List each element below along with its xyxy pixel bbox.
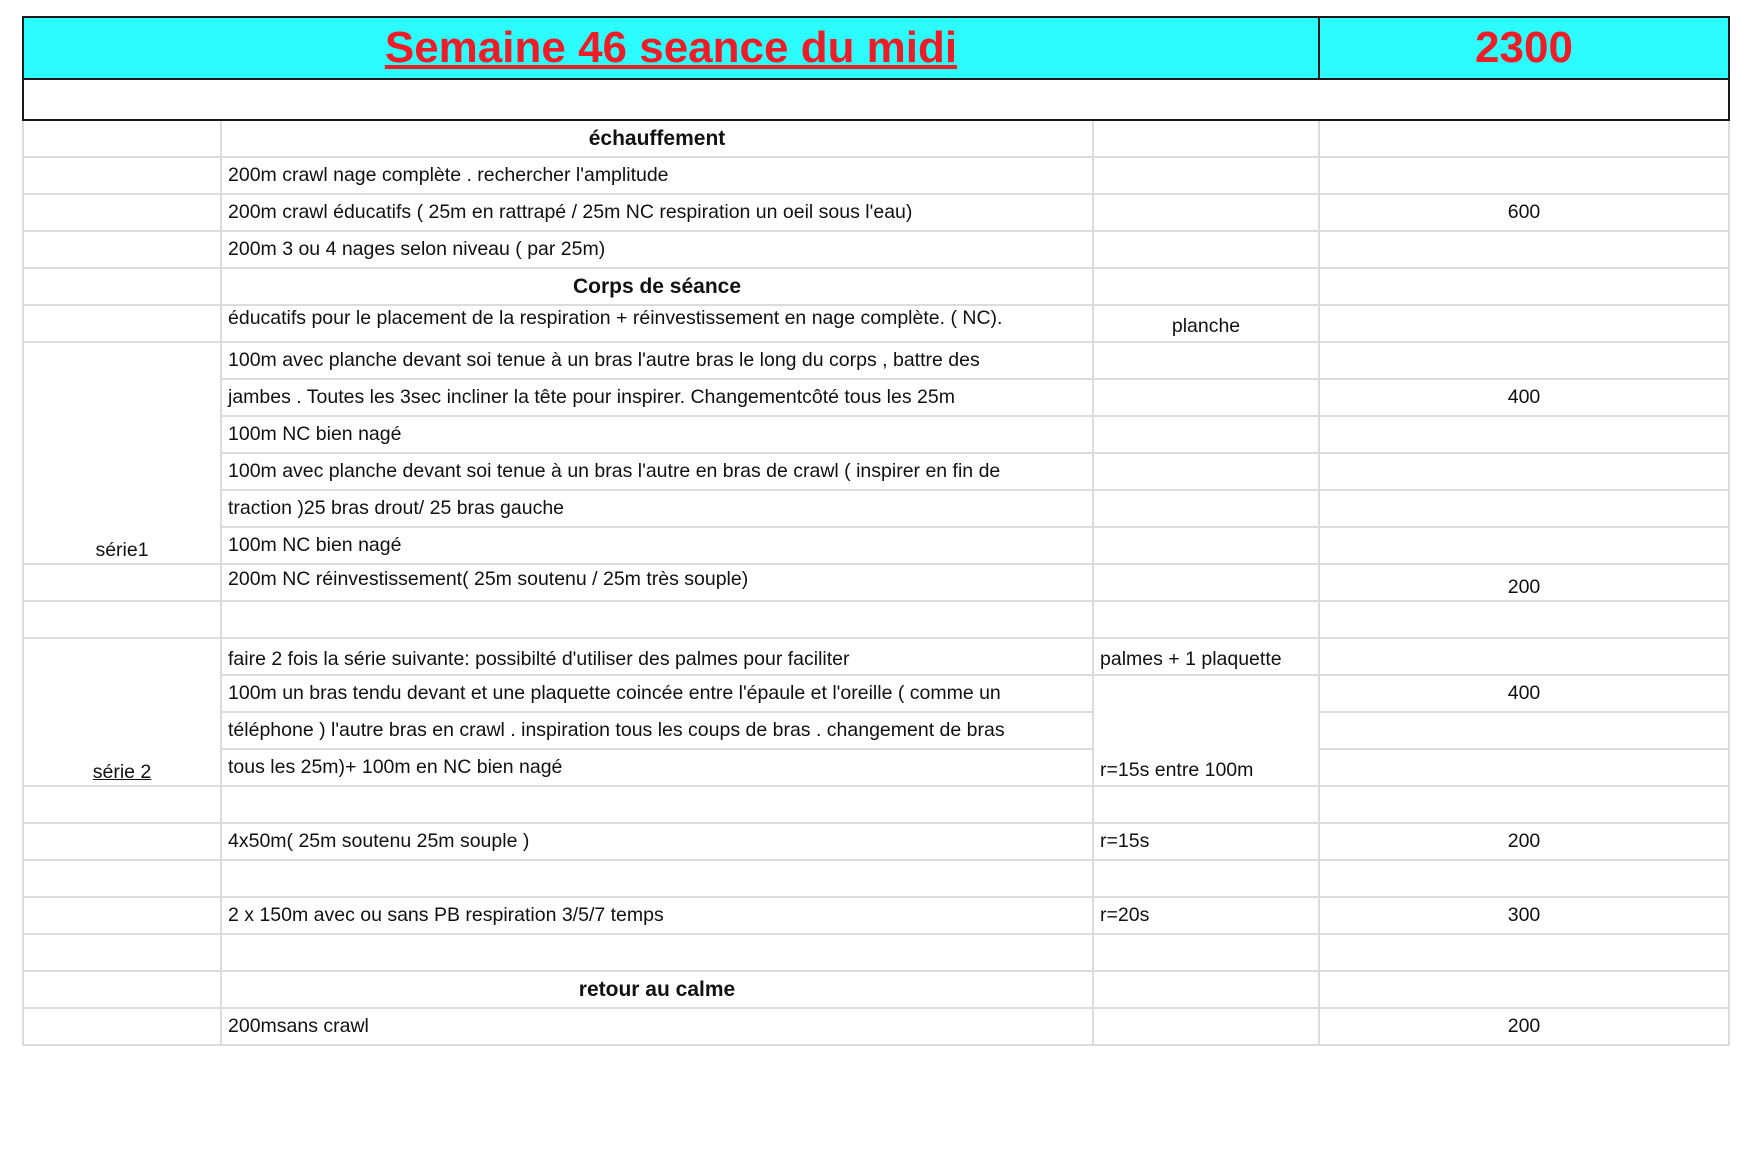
cell[interactable] — [23, 231, 221, 268]
exercise-cell[interactable]: 4x50m( 25m soutenu 25m souple ) — [221, 823, 1093, 860]
section-heading-echauffement[interactable]: échauffement — [221, 120, 1093, 157]
table-row — [23, 268, 1729, 305]
cell[interactable] — [1319, 231, 1729, 268]
cell[interactable] — [1319, 527, 1729, 564]
cell[interactable] — [1093, 490, 1319, 527]
cell[interactable] — [1093, 416, 1319, 453]
table-row — [23, 120, 1729, 157]
exercise-cell[interactable]: 2 x 150m avec ou sans PB respiration 3/5/7 temps — [221, 897, 1093, 934]
cell[interactable] — [1093, 1008, 1319, 1045]
rest-cell[interactable]: r=20s — [1093, 897, 1319, 934]
material-cell[interactable]: planche — [1093, 305, 1319, 342]
exercise-cell[interactable]: 100m avec planche devant soi tenue à un bras l'autre en bras de crawl ( inspirer en fin de — [221, 453, 1093, 490]
cell[interactable] — [1319, 342, 1729, 379]
table-row — [23, 897, 1729, 934]
session-total[interactable]: 2300 — [1319, 17, 1729, 79]
cell[interactable] — [1093, 268, 1319, 305]
blank-row — [23, 79, 1729, 120]
cell[interactable] — [1093, 934, 1319, 971]
cell[interactable] — [1319, 971, 1729, 1008]
session-table — [22, 16, 1730, 1046]
cell[interactable] — [1319, 638, 1729, 675]
cell[interactable] — [23, 194, 221, 231]
cell[interactable] — [1319, 860, 1729, 897]
cell[interactable] — [1319, 416, 1729, 453]
table-row — [23, 453, 1729, 490]
cell[interactable] — [23, 897, 221, 934]
cell[interactable] — [1319, 601, 1729, 638]
cell[interactable] — [1319, 157, 1729, 194]
cell[interactable] — [23, 305, 221, 342]
cell[interactable] — [23, 601, 221, 638]
exercise-cell[interactable]: 200m crawl éducatifs ( 25m en rattrapé / 25m NC respiration un oeil sous l'eau) — [221, 194, 1093, 231]
cell[interactable] — [1319, 786, 1729, 823]
cell[interactable] — [1093, 453, 1319, 490]
exercise-cell[interactable]: 100m NC bien nagé — [221, 416, 1093, 453]
table-row — [23, 342, 1729, 379]
cell[interactable] — [1319, 120, 1729, 157]
cell[interactable] — [1093, 194, 1319, 231]
table-row — [23, 305, 1729, 342]
cell[interactable] — [1093, 786, 1319, 823]
cell[interactable] — [221, 786, 1093, 823]
session-title[interactable]: Semaine 46 seance du midi — [23, 17, 1319, 79]
exercise-cell[interactable]: 100m avec planche devant soi tenue à un bras l'autre bras le long du corps , battre des — [221, 342, 1093, 379]
exercise-cell[interactable]: jambes . Toutes les 3sec incliner la tête pour inspirer. Changementcôté tous les 25m — [221, 379, 1093, 416]
table-row — [23, 675, 1729, 712]
exercise-cell[interactable]: 100m un bras tendu devant et une plaquette coincée entre l'épaule et l'oreille ( comme un — [221, 675, 1093, 712]
cell[interactable] — [23, 934, 221, 971]
table-row — [23, 749, 1729, 786]
table-row — [23, 1008, 1729, 1045]
table-row — [23, 823, 1729, 860]
cell[interactable] — [1093, 860, 1319, 897]
cell[interactable] — [23, 786, 221, 823]
distance-cell[interactable]: 200 — [1319, 823, 1729, 860]
cell[interactable] — [221, 860, 1093, 897]
cell[interactable] — [221, 601, 1093, 638]
cell[interactable] — [1093, 379, 1319, 416]
exercise-cell[interactable]: 100m NC bien nagé — [221, 527, 1093, 564]
rest-cell[interactable]: r=15s entre 100m — [1093, 675, 1319, 786]
cell[interactable] — [23, 564, 221, 601]
table-row — [23, 527, 1729, 564]
cell[interactable] — [23, 860, 221, 897]
exercise-cell[interactable]: faire 2 fois la série suivante: possibilté d'utiliser des palmes pour faciliter — [221, 638, 1093, 675]
distance-cell[interactable]: 400 — [1319, 379, 1729, 416]
exercise-cell[interactable]: éducatifs pour le placement de la respiration + réinvestissement en nage complète. ( NC). — [221, 305, 1093, 342]
exercise-cell[interactable]: 200m NC réinvestissement( 25m soutenu / 25m très souple) — [221, 564, 1093, 601]
cell[interactable] — [1319, 305, 1729, 342]
rest-cell[interactable]: r=15s — [1093, 823, 1319, 860]
material-cell[interactable]: palmes + 1 plaquette — [1093, 638, 1319, 675]
exercise-cell[interactable]: 200m crawl nage complète . rechercher l'amplitude — [221, 157, 1093, 194]
distance-cell[interactable]: 200 — [1319, 564, 1729, 601]
cell[interactable] — [1093, 342, 1319, 379]
cell[interactable] — [23, 823, 221, 860]
table-row — [23, 934, 1729, 971]
cell[interactable] — [1319, 934, 1729, 971]
cell[interactable] — [1093, 231, 1319, 268]
cell[interactable] — [23, 1008, 221, 1045]
cell[interactable] — [23, 971, 221, 1008]
table-row — [23, 971, 1729, 1008]
table-row — [23, 786, 1729, 823]
distance-cell[interactable]: 600 — [1319, 194, 1729, 231]
cell[interactable] — [221, 934, 1093, 971]
table-row — [23, 490, 1729, 527]
cell[interactable] — [23, 268, 221, 305]
cell[interactable] — [23, 157, 221, 194]
exercise-cell[interactable]: traction )25 bras drout/ 25 bras gauche — [221, 490, 1093, 527]
cell[interactable] — [1319, 712, 1729, 749]
cell[interactable] — [1319, 268, 1729, 305]
table-row — [23, 564, 1729, 601]
exercise-cell[interactable]: tous les 25m)+ 100m en NC bien nagé — [221, 749, 1093, 786]
series-2-label[interactable]: série 2 — [23, 638, 221, 786]
series-1-label[interactable]: série1 — [23, 342, 221, 564]
table-row — [23, 416, 1729, 453]
distance-cell[interactable]: 400 — [1319, 675, 1729, 712]
cell[interactable] — [1319, 453, 1729, 490]
cell[interactable] — [1093, 601, 1319, 638]
cell[interactable] — [1093, 564, 1319, 601]
cell[interactable] — [1093, 527, 1319, 564]
table-row — [23, 379, 1729, 416]
exercise-cell[interactable]: 200msans crawl — [221, 1008, 1093, 1045]
title-row — [23, 17, 1729, 79]
section-heading-retour[interactable]: retour au calme — [221, 971, 1093, 1008]
training-sheet — [22, 16, 1728, 1046]
cell[interactable] — [1093, 157, 1319, 194]
table-row — [23, 157, 1729, 194]
blank-cell[interactable] — [23, 79, 1729, 120]
table-row — [23, 231, 1729, 268]
table-row — [23, 712, 1729, 749]
cell[interactable] — [1093, 120, 1319, 157]
cell[interactable] — [23, 120, 221, 157]
exercise-cell[interactable]: 200m 3 ou 4 nages selon niveau ( par 25m) — [221, 231, 1093, 268]
cell[interactable] — [1319, 490, 1729, 527]
table-row — [23, 194, 1729, 231]
section-heading-corps[interactable]: Corps de séance — [221, 268, 1093, 305]
table-row — [23, 638, 1729, 675]
cell[interactable] — [1093, 971, 1319, 1008]
distance-cell[interactable]: 300 — [1319, 897, 1729, 934]
table-row — [23, 601, 1729, 638]
table-row — [23, 860, 1729, 897]
distance-cell[interactable]: 200 — [1319, 1008, 1729, 1045]
cell[interactable] — [1319, 749, 1729, 786]
exercise-cell[interactable]: téléphone ) l'autre bras en crawl . inspiration tous les coups de bras . changement de bras — [221, 712, 1093, 749]
